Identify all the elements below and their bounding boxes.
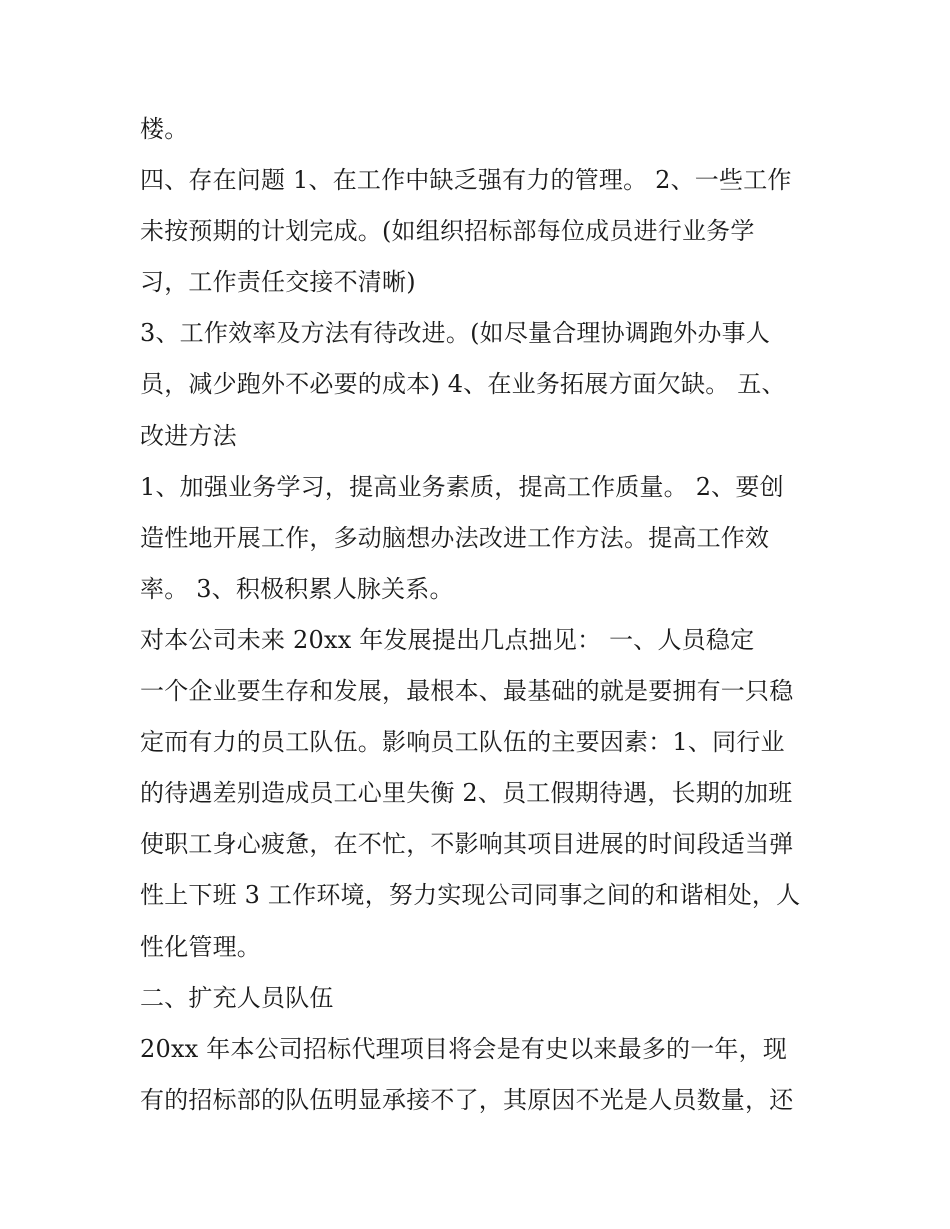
text-line: 定而有力的员工队伍。影响员工队伍的主要因素：1、同行业 xyxy=(140,728,785,757)
text-line: 习，工作责任交接不清晰) xyxy=(140,268,416,297)
text-line: 对本公司未来 20xx 年发展提出几点拙见： 一、人员稳定 xyxy=(140,625,755,654)
text-line: 性上下班 3 工作环境，努力实现公司同事之间的和谐相处，人 xyxy=(140,881,801,910)
text-line: 20xx 年本公司招标代理项目将会是有史以来最多的一年，现 xyxy=(140,1034,788,1063)
text-line: 3、工作效率及方法有待改进。(如尽量合理协调跑外办事人 xyxy=(140,319,771,348)
text-line: 使职工身心疲惫，在不忙，不影响其项目进展的时间段适当弹 xyxy=(140,830,794,859)
text-line: 未按预期的计划完成。(如组织招标部每位成员进行业务学 xyxy=(140,217,755,246)
text-line: 有的招标部的队伍明显承接不了，其原因不光是人员数量，还 xyxy=(140,1085,794,1114)
text-line: 率。 3、积极积累人脉关系。 xyxy=(140,574,454,603)
text-line: 四、存在问题 1、在工作中缺乏强有力的管理。 2、一些工作 xyxy=(140,166,792,195)
text-line: 造性地开展工作，多动脑想办法改进工作方法。提高工作效 xyxy=(140,523,770,552)
text-line: 改进方法 xyxy=(140,421,237,450)
text-line: 1、加强业务学习，提高业务素质，提高工作质量。 2、要创 xyxy=(140,472,784,501)
document-body xyxy=(140,104,820,1126)
text-line: 楼。 xyxy=(140,115,189,143)
text-line: 二、扩充人员队伍 xyxy=(140,983,334,1012)
text-line: 的待遇差别造成员工心里失衡 2、员工假期待遇，长期的加班 xyxy=(140,779,793,808)
text-line: 一个企业要生存和发展，最根本、最基础的就是要拥有一只稳 xyxy=(140,677,794,706)
text-line: 性化管理。 xyxy=(140,932,261,961)
text-line: 员，减少跑外不必要的成本) 4、在业务拓展方面欠缺。 五、 xyxy=(140,370,786,399)
